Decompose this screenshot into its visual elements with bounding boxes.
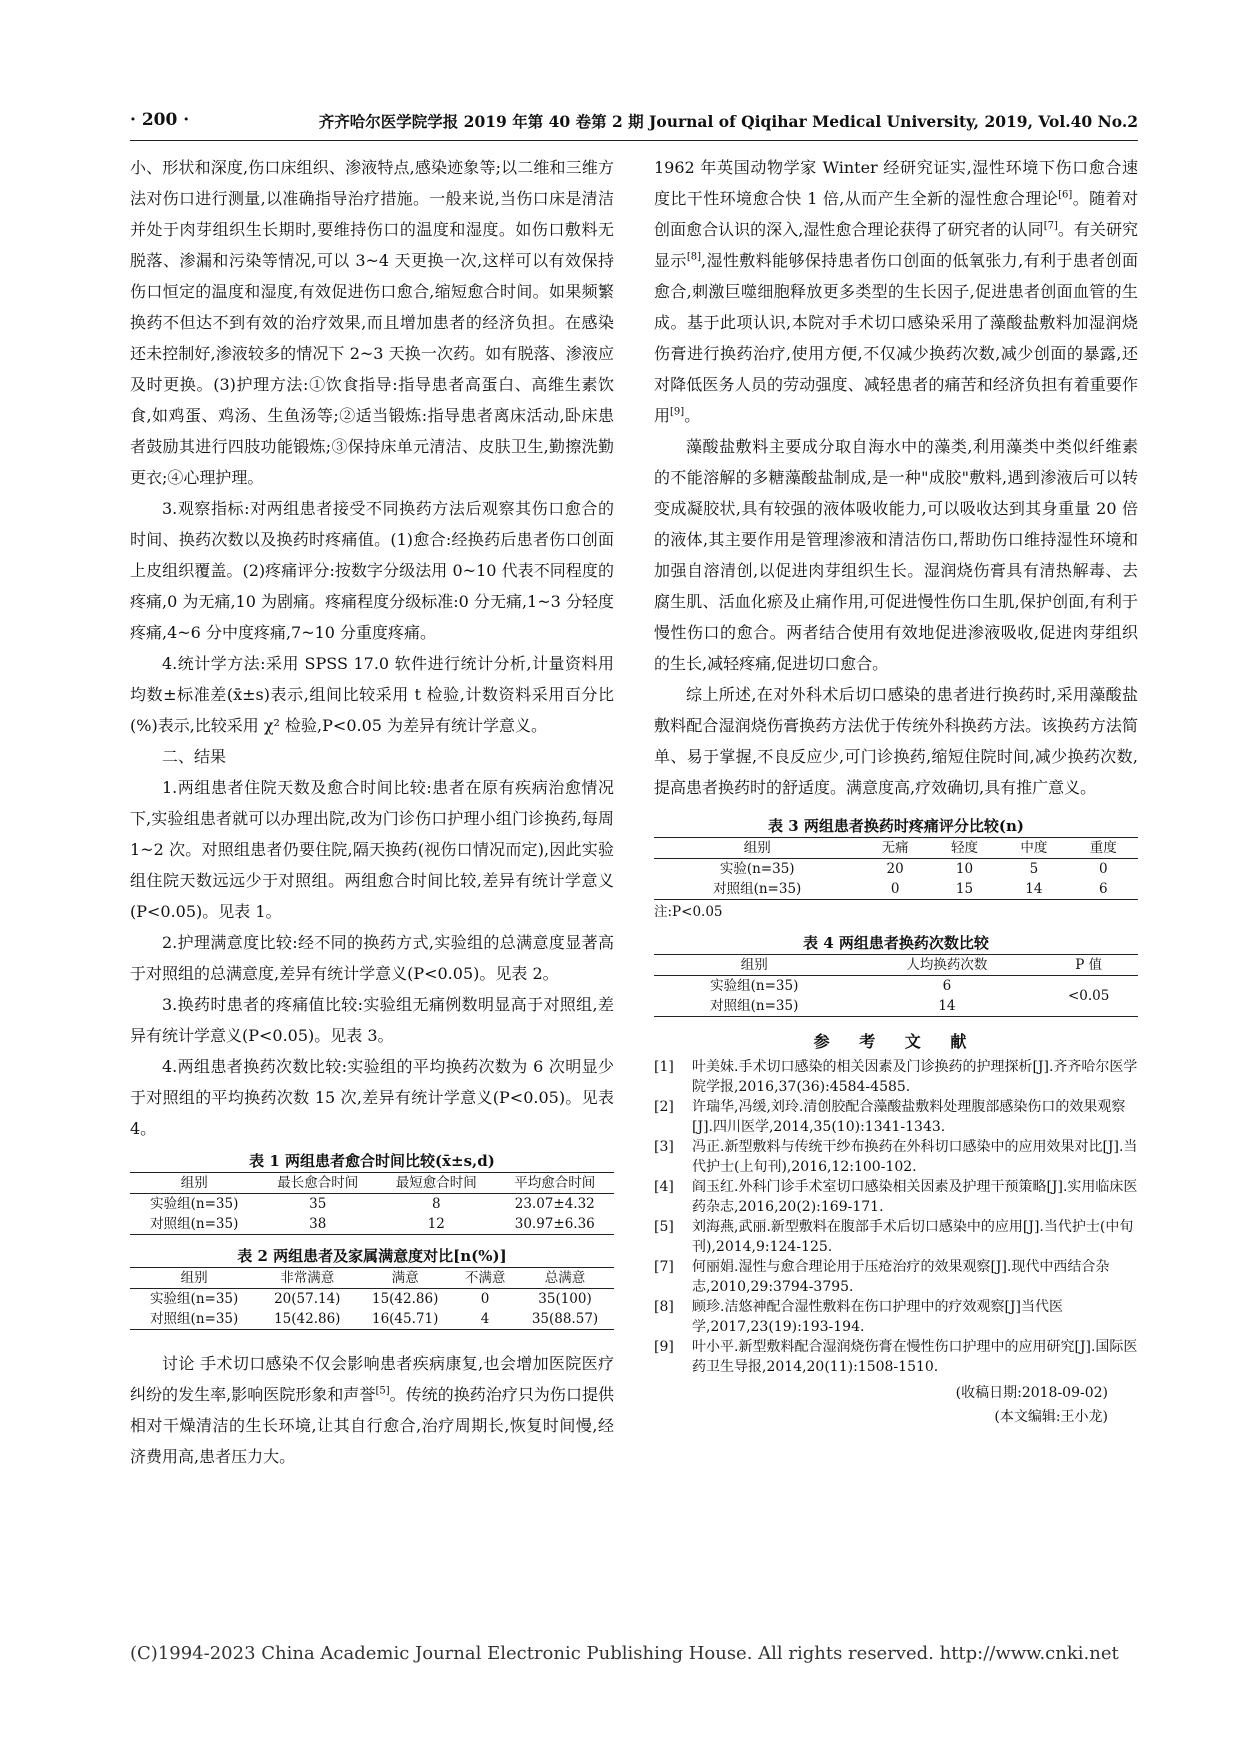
table-header-cell: 组别 [130,1268,258,1289]
table-cell: 35(100) [538,1291,592,1307]
table3-note: 注:P<0.05 [654,904,723,920]
table-cell: 15 [930,879,999,900]
citation-ref: [9] [670,406,685,418]
header-rule [130,140,1138,141]
table-cell: 30.97±6.36 [496,1214,615,1235]
table-cell: 15(42.86) [371,1291,439,1307]
right-column [654,152,1138,1429]
discussion-text-b: 。传统的换药治疗只为伤口提供相对干燥清洁的生长环境,让其自行愈合,治疗周期长,恢复时间慢,经济费用高,患者压力大。 [130,1385,614,1466]
table-cell: 20 [886,861,904,877]
table-header-cell: P 值 [1039,955,1138,976]
reference-number: [2] [654,1099,674,1115]
reference-text: 顾珍.洁悠神配合湿性敷料在伤口护理中的疗效观察[J]当代医学,2017,23(19):193-194. [692,1299,1063,1335]
discussion-text-a: 讨论 手术切口感染不仅会影响患者疾病康复,也会增加医院医疗纠纷的发生率,影响医院形象和声誉 [130,1354,614,1404]
table-row [654,879,1138,900]
table3 [654,837,1138,900]
table-cell: 38 [259,1214,377,1235]
reference-number: [3] [654,1139,674,1155]
paragraph-result-3: 3.换药时患者的疼痛值比较:实验组无痛例数明显高于对照组,差异有统计学意义(P<0.05)。见表 3。 [130,995,614,1045]
text-span: 。 [684,406,701,425]
reference-item [654,1297,1138,1337]
table-cell: 35 [309,1196,327,1212]
table-header-cell: 重度 [1069,838,1138,859]
table3-caption: 表 3 两组患者换药时疼痛评分比较(n) [768,817,1024,835]
table-cell: 14 [855,996,1040,1017]
table-row [654,976,1138,997]
reference-item [654,1177,1138,1217]
table-cell: 0 [480,1291,490,1307]
table-row [130,1214,614,1235]
table4-caption: 表 4 两组患者换药次数比较 [803,934,989,952]
reference-text: 叶美妹.手术切口感染的相关因素及门诊换药的护理探析[J].齐齐哈尔医学院学报,2016,37(36):4584-4585. [692,1059,1138,1095]
table-header-cell: 不满意 [454,1268,516,1289]
section-heading-results: 二、结果 [162,747,227,766]
reference-number: [1] [654,1059,674,1075]
table-header-cell: 最短愈合时间 [377,1173,495,1194]
table-header-cell: 最长愈合时间 [259,1173,377,1194]
table-cell: 对照组(n=35) [654,879,860,900]
paragraph-statistics: 4.统计学方法:采用 SPSS 17.0 软件进行统计分析,计量资料用均数±标准差(x̄±s)表示,组间比较采用 t 检验,计数资料采用百分比(%)表示,比较采用 χ² 检验,P<0.05 为差异有统计学意义。 [130,654,614,735]
editor-note: (本文编辑:王小龙) [994,1409,1108,1425]
table-row [130,1309,614,1330]
table-header-cell: 组别 [654,955,855,976]
table-cell: 实验组(n=35) [710,978,799,994]
table-cell: 实验组(n=35) [150,1196,239,1212]
copyright-footer: (C)1994-2023 China Academic Journal Electronic Publishing House. All rights reserved. http://www.cnki.net [130,1643,1119,1664]
table-cell: 0 [860,879,929,900]
reference-list [654,1057,1138,1377]
table-cell: 14 [999,879,1068,900]
text-span: 。有关研究显示 [654,220,1138,270]
table-cell: 16(45.71) [356,1309,454,1330]
table-cell: 8 [431,1196,441,1212]
table-cell: 对照组(n=35) [130,1309,258,1330]
reference-text: 冯正.新型敷料与传统干纱布换药在外科切口感染中的应用效果对比[J].当代护士(上旬刊),2016,12:100-102. [692,1139,1138,1175]
paragraph-discussion [130,1348,614,1472]
table-cell: 实验组(n=35) [150,1291,239,1307]
table-cell: 4 [454,1309,516,1330]
table-cell: 6 [1069,879,1138,900]
table-header-cell: 总满意 [516,1268,614,1289]
table-cell: 10 [955,861,974,877]
citation-ref: [5] [375,1385,390,1397]
references-title: 参 考 文 献 [813,1032,979,1051]
reference-number: [8] [654,1299,674,1315]
reference-text: 叶小平.新型敷料配合湿润烧伤膏在慢性伤口护理中的应用研究[J].国际医药卫生导报,2014,20(11):1508-1510. [692,1339,1138,1375]
table-cell: 12 [377,1214,495,1235]
reference-item [654,1257,1138,1297]
table-cell: 15(42.86) [258,1309,356,1330]
reference-number: [9] [654,1339,674,1355]
table-header-cell: 满意 [356,1268,454,1289]
reference-item [654,1137,1138,1177]
table-header-cell: 人均换药次数 [855,955,1040,976]
table-cell: 对照组(n=35) [654,996,855,1017]
reference-item [654,1217,1138,1257]
table-header-cell: 无痛 [860,838,929,859]
table-header-cell: 组别 [130,1173,259,1194]
text-span: ,湿性敷料能够保持患者伤口创面的低氧张力,有利于患者创面愈合,刺激巨噬细胞释放更多类型的生长因子,促进患者创面血管的生成。基于此项认识,本院对手术切口感染采用了藻酸盐敷料加湿润烧伤膏进行换药治疗,使用方便,不仅减少换药次数,减少创面的暴露,还对降低医务人员的劳动强度、减轻患者的痛苦和经济负担有着重要作用 [654,251,1138,425]
reference-number: [5] [654,1219,674,1235]
paragraph-nursing-method: 小、形状和深度,伤口床组织、渗液特点,感染迹象等;以二维和三维方法对伤口进行测量,以准确指导治疗措施。一般来说,当伤口床是清洁并处于肉芽组织生长期时,要维持伤口的温度和湿度。如伤口敷料无脱落、渗漏和污染等情况,可以 3~4 天更换一次,这样可以有效保持伤口恒定的温度和湿度,有效促进伤口愈合,缩短愈合时间。如果频繁换药不但达不到有效的治疗效果,而且增加患者的经济负担。在感染还未控制好,渗液较多的情况下 2~3 天换一次药。如有脱落、渗液应及时更换。(3)护理方法:①饮食指导:指导患者高蛋白、高维生素饮食,如鸡蛋、鸡汤、生鱼汤等;②适当锻炼:指导患者离床活动,卧床患者鼓励其进行四肢功能锻炼;③保持床单元清洁、皮肤卫生,勤擦洗勤更衣;④心理护理。 [130,158,614,487]
text-span: 1962 年英国动物学家 Winter 经研究证实,湿性环境下伤口愈合速度比干性环境愈合快 1 倍,从而产生全新的湿性愈合理论 [654,158,1138,208]
paragraph-moist-healing [654,152,1138,431]
paragraph-alginate: 藻酸盐敷料主要成分取自海水中的藻类,利用藻类中类似纤维素的不能溶解的多糖藻酸盐制成,是一种"成胶"敷料,遇到渗液后可以转变成凝胶状,具有较强的液体吸收能力,可以吸收达到其身重量 20 倍的液体,其主要作用是管理渗液和清洁伤口,帮助伤口维持湿性环境和加强自溶清创,以促进肉芽组织生长。湿润烧伤膏具有清热解毒、去腐生肌、活血化瘀及止痛作用,可促进慢性伤口生肌,保护创面,有利于慢性伤口的愈合。两者结合使用有效地促进渗液吸收,促进肉芽组织的生长,减轻疼痛,促进切口愈合。 [654,437,1138,673]
paragraph-result-1: 1.两组患者住院天数及愈合时间比较:患者在原有疾病治愈情况下,实验组患者就可以办理出院,改为门诊伤口护理小组门诊换药,每周 1~2 次。对照组患者仍要住院,隔天换药(视伤口情况而定),因此实验组住院天数远远少于对照组。两组愈合时间比较,差异有统计学意义(P<0.05)。见表 1。 [130,778,614,921]
reference-text: 何丽娟.湿性与愈合理论用于压疮治疗的效果观察[J].现代中西结合杂志,2010,29:3794-3795. [692,1259,1110,1295]
citation-ref: [6] [1058,189,1073,201]
reference-number: [4] [654,1179,674,1195]
paragraph-conclusion: 综上所述,在对外科术后切口感染的患者进行换药时,采用藻酸盐敷料配合湿润烧伤膏换药方法优于传统外科换药方法。该换药方法简单、易于掌握,不良反应少,可门诊换药,缩短住院时间,减少换药次数,提高患者换药时的舒适度。满意度高,疗效确切,具有推广意义。 [654,685,1138,797]
table2 [130,1267,614,1330]
journal-title: 齐齐哈尔医学院学报 2019 年第 40 卷第 2 期 Journal of Qiqihar Medical University, 2019, Vol.40 No.2 [318,112,1138,131]
table-header-cell: 平均愈合时间 [496,1173,615,1194]
table-row [654,859,1138,880]
table-cell: 6 [942,978,952,994]
citation-ref: [8] [686,251,701,263]
table-row [130,1194,614,1215]
left-column [130,152,614,1472]
reference-number: [7] [654,1259,674,1275]
table-cell: 0 [1099,861,1108,877]
table-cell: 实验(n=35) [719,861,795,877]
table-header-cell: 轻度 [930,838,999,859]
table-header-cell: 组别 [654,838,860,859]
table4 [654,954,1138,1017]
table-cell: 5 [1029,861,1039,877]
p-value-cell: <0.05 [1039,976,1138,1017]
reference-text: 刘海燕,武丽.新型敷料在腹部手术后切口感染中的应用[J].当代护士(中旬刊),2014,9:124-125. [692,1219,1134,1255]
reference-item [654,1057,1138,1097]
received-date: (收稿日期:2018-09-02) [955,1385,1108,1401]
text-span: 。随着对创面愈合认识的深入,湿性愈合理论获得了研究者的认同 [654,189,1138,239]
table-cell: 20(57.14) [274,1291,341,1307]
reference-item [654,1097,1138,1137]
paragraph-observation: 3.观察指标:对两组患者接受不同换药方法后观察其伤口愈合的时间、换药次数以及换药时疼痛值。(1)愈合:经换药后患者伤口创面上皮组织覆盖。(2)疼痛评分:按数字分级法用 0~10 代表不同程度的疼痛,0 为无痛,10 为剧痛。疼痛程度分级标准:0 分无痛,1~3 分轻度疼痛,4~6 分中度疼痛,7~10 分重度疼痛。 [130,499,614,642]
page-header [130,110,1138,138]
table1-caption: 表 1 两组患者愈合时间比较(x̄±s,d) [249,1152,495,1170]
table-cell: 对照组(n=35) [130,1214,259,1235]
reference-item [654,1337,1138,1377]
page-number: · 200 · [130,110,190,130]
table-cell: 35(88.57) [516,1309,614,1330]
reference-text: 许瑞华,冯缓,刘玲.清创胶配合藻酸盐敷料处理腹部感染伤口的效果观察[J].四川医学,2014,35(10):1341-1343. [692,1099,1126,1135]
table2-caption: 表 2 两组患者及家属满意度对比[n(%)] [237,1247,507,1265]
table1 [130,1172,614,1235]
reference-text: 阎玉红.外科门诊手术室切口感染相关因素及护理干预策略[J].实用临床医药杂志,2016,20(2):169-171. [692,1179,1138,1215]
table-header-cell: 非常满意 [258,1268,356,1289]
citation-ref: [7] [1043,220,1058,232]
table-cell: 23.07±4.32 [514,1196,595,1212]
paragraph-result-2: 2.护理满意度比较:经不同的换药方式,实验组的总满意度显著高于对照组的总满意度,差异有统计学意义(P<0.05)。见表 2。 [130,933,614,983]
table-header-cell: 中度 [999,838,1068,859]
paragraph-result-4: 4.两组患者换药次数比较:实验组的平均换药次数为 6 次明显少于对照组的平均换药次数 15 次,差异有统计学意义(P<0.05)。见表 4。 [130,1057,614,1138]
table-row [130,1289,614,1310]
